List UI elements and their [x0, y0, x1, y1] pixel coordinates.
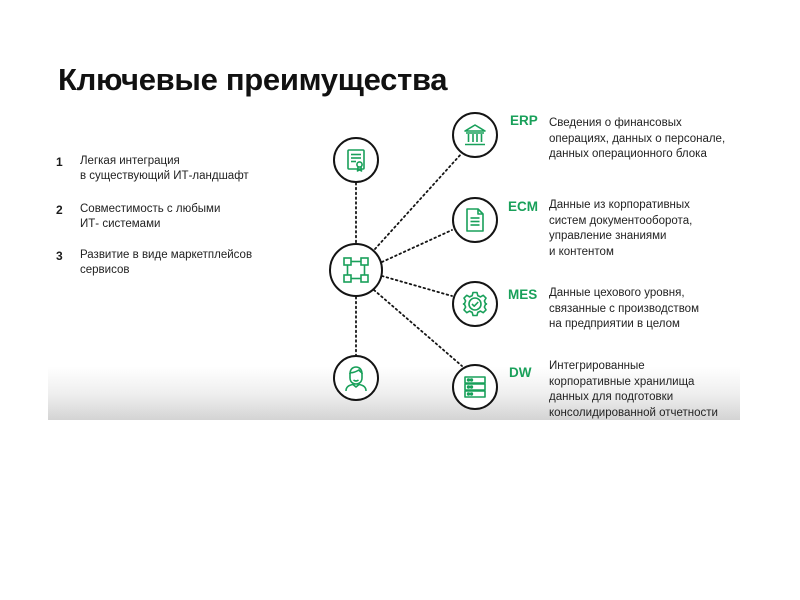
description-line: Сведения о финансовых: [549, 117, 682, 129]
advantage-number: 3: [56, 249, 63, 263]
dw-node: [452, 364, 498, 410]
system-code-dw: DW: [509, 365, 532, 380]
connector-hub-erp: [375, 153, 462, 249]
user-node: [333, 355, 379, 401]
user-icon: [342, 364, 370, 392]
advantage-number: 1: [56, 155, 63, 169]
description-line: данных для подготовки: [549, 391, 674, 403]
description-line: систем документооборота,: [549, 214, 693, 227]
ecm-node: [452, 197, 498, 243]
integration-hub-icon: [341, 255, 371, 285]
system-description-dw: [549, 359, 739, 420]
description-line: управление знаниями: [549, 230, 667, 242]
description-line: Данные из корпоративных: [549, 199, 690, 211]
advantage-line: сервисов: [80, 264, 130, 276]
server-rack-icon: [462, 374, 488, 400]
system-description-erp: [549, 116, 739, 163]
advantage-line: в существующий ИТ-ландшафт: [80, 170, 249, 182]
system-code-mes: MES: [508, 287, 538, 302]
page-title: Ключевые преимущества: [58, 62, 448, 97]
gear-check-icon: [461, 290, 489, 318]
description-line: корпоративные хранилища: [549, 375, 695, 388]
description-line: связанные с производством: [549, 302, 699, 315]
description-line: данных операционного блока: [549, 148, 707, 160]
description-line: операциях, данных о персонале,: [549, 132, 726, 145]
advantage-number: 2: [56, 203, 63, 217]
system-code-ecm: ECM: [508, 199, 538, 214]
system-description-ecm: [549, 198, 739, 260]
description-line: консолидированной отчетности: [549, 406, 718, 419]
system-code-erp: ERP: [510, 113, 538, 128]
certificate-node: [333, 137, 379, 183]
system-description-mes: [549, 286, 739, 333]
advantage-line: Легкая интеграция: [80, 155, 180, 167]
connector-hub-dw: [374, 290, 462, 366]
description-line: Интегрированные: [549, 360, 645, 372]
description-line: Данные цехового уровня,: [549, 287, 685, 299]
advantage-line: Развитие в виде маркетплейсов: [80, 249, 253, 261]
bank-building-icon: [462, 122, 488, 148]
slide: [48, 40, 740, 420]
document-icon: [463, 207, 487, 233]
certificate-icon: [343, 147, 369, 173]
mes-node: [452, 281, 498, 327]
description-line: на предприятии в целом: [549, 318, 680, 330]
advantage-line: Совместимость с любыми: [80, 203, 221, 215]
advantage-line: ИТ- системами: [80, 218, 161, 230]
erp-node: [452, 112, 498, 158]
integration-hub-node: [329, 243, 383, 297]
description-line: и контентом: [549, 245, 614, 258]
connector-hub-mes: [382, 276, 452, 296]
connector-hub-ecm: [382, 230, 452, 262]
